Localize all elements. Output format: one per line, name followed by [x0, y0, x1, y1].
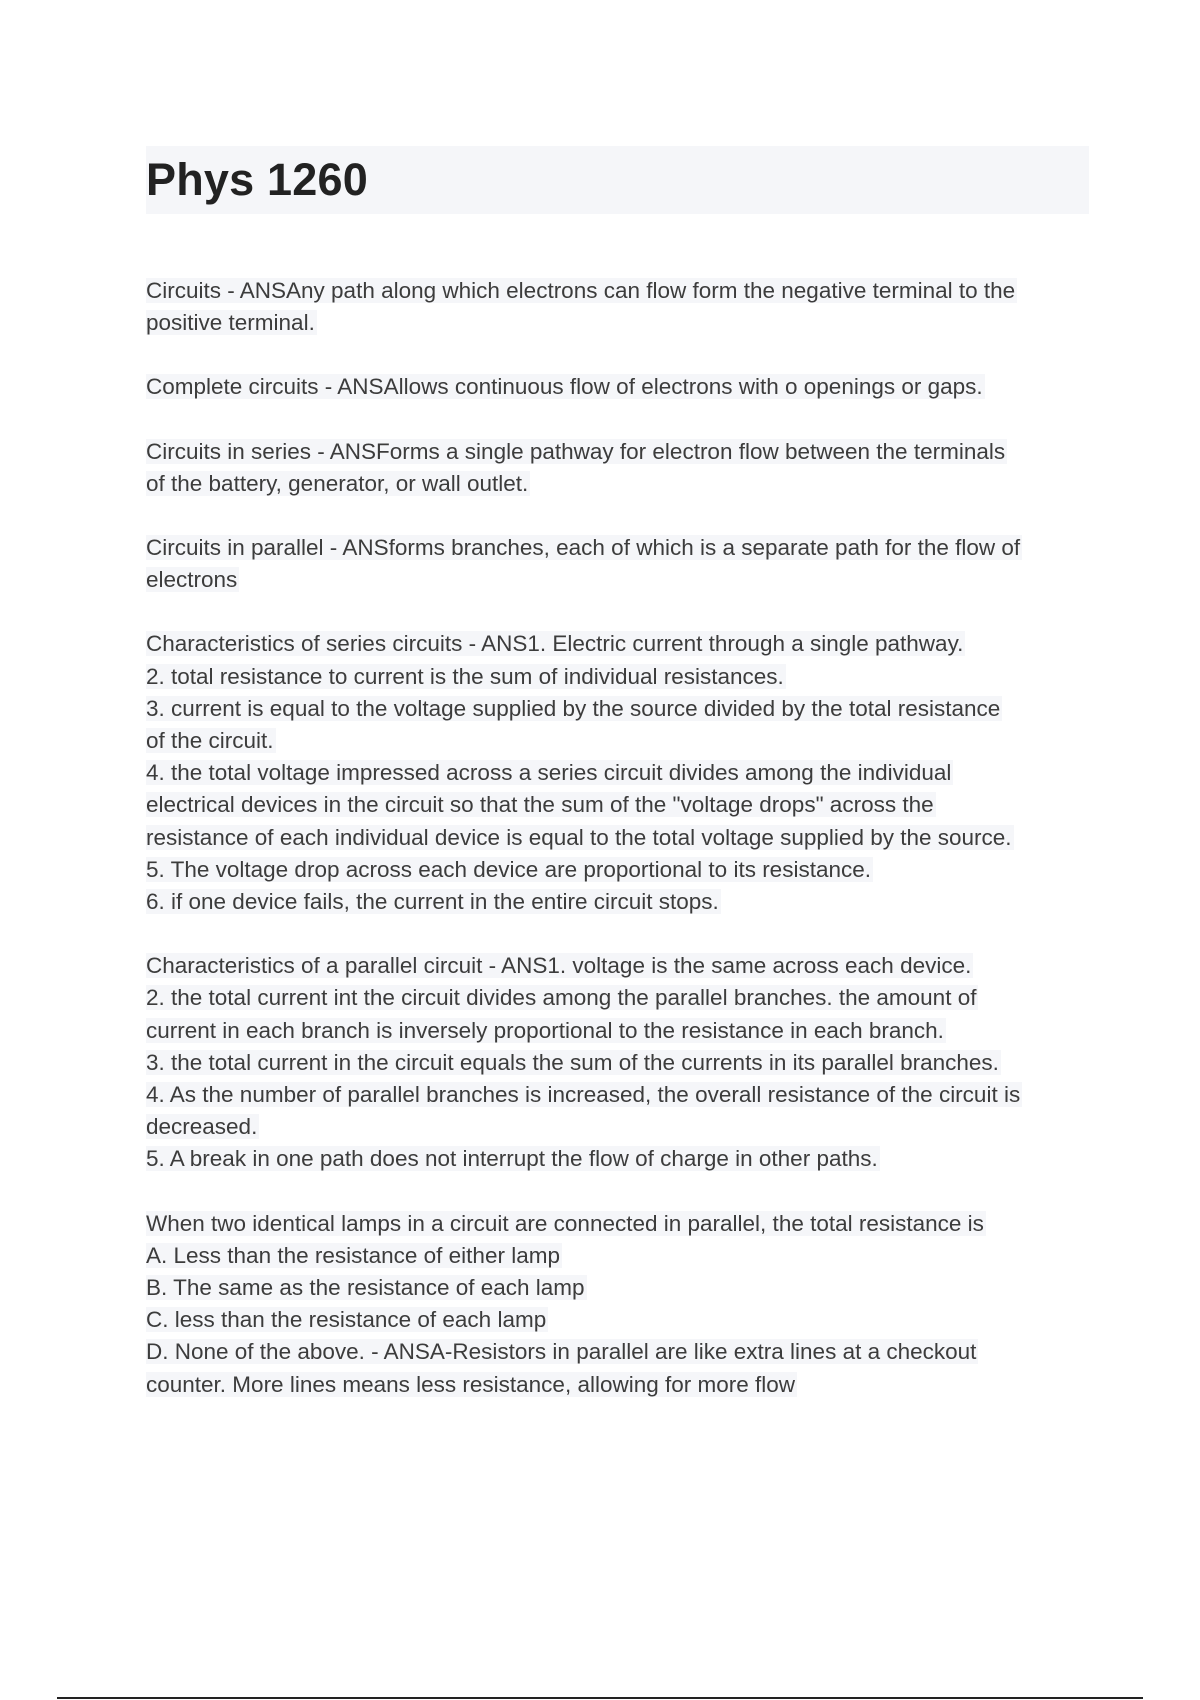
text-line	[146, 661, 1091, 693]
text-line	[146, 1208, 1091, 1240]
text-line-content: electrical devices in the circuit so that the sum of the "voltage drops" across the	[146, 792, 934, 818]
text-line	[146, 564, 1091, 596]
text-line	[146, 1111, 1091, 1143]
qa-entry	[146, 950, 1091, 1175]
text-line	[146, 1304, 1091, 1336]
text-line-content: Circuits - ANSAny path along which electrons can flow form the negative terminal to the	[146, 278, 1016, 303]
text-line-content: D. None of the above. - ANSA-Resistors in parallel are like extra lines at a checkout	[146, 1339, 977, 1365]
text-line-content: Circuits in parallel - ANSforms branches, each of which is a separate path for the flow of	[146, 535, 1021, 561]
text-line	[146, 982, 1091, 1014]
text-line	[146, 436, 1091, 468]
text-line-content: Characteristics of series circuits - ANS1. Electric current through a single pathway.	[146, 631, 964, 657]
text-line-content: positive terminal.	[146, 310, 315, 336]
text-line-content: 2. total resistance to current is the sum of individual resistances.	[146, 663, 784, 689]
text-line	[146, 1336, 1091, 1368]
text-line-content: of the battery, generator, or wall outlet.	[146, 470, 529, 496]
text-line	[146, 275, 1091, 307]
text-line	[146, 1369, 1091, 1401]
text-line	[146, 468, 1091, 500]
text-line	[146, 886, 1091, 918]
text-line	[146, 854, 1091, 886]
text-line-content: 6. if one device fails, the current in the entire circuit stops.	[146, 889, 719, 915]
text-line-content: Circuits in series - ANSForms a single pathway for electron flow between the terminals	[146, 438, 1006, 464]
text-line-content: A. Less than the resistance of either lamp	[146, 1242, 560, 1268]
text-line	[146, 1079, 1091, 1111]
text-line-content: resistance of each individual device is equal to the total voltage supplied by the source.	[146, 824, 1012, 850]
text-line-content: counter. More lines means less resistance, allowing for more flow	[146, 1371, 796, 1397]
qa-entry	[146, 275, 1091, 339]
text-line	[146, 1015, 1091, 1047]
text-line-content: 3. the total current in the circuit equals the sum of the currents in its parallel branches.	[146, 1049, 999, 1075]
text-line	[146, 1240, 1091, 1272]
footer-divider	[57, 1697, 1143, 1699]
text-line-content: B. The same as the resistance of each lamp	[146, 1275, 585, 1301]
qa-entry	[146, 532, 1091, 596]
text-line	[146, 693, 1091, 725]
text-line	[146, 371, 1091, 403]
text-line	[146, 532, 1091, 564]
text-line-content: decreased.	[146, 1114, 258, 1140]
text-line-content: current in each branch is inversely proportional to the resistance in each branch.	[146, 1017, 944, 1043]
text-line	[146, 757, 1091, 789]
text-line-content: 4. As the number of parallel branches is increased, the overall resistance of the circuit is	[146, 1082, 1021, 1108]
text-line	[146, 307, 1091, 339]
text-line	[146, 950, 1091, 982]
text-line	[146, 1047, 1091, 1079]
page-title: Phys 1260	[146, 154, 368, 205]
text-line-content: Characteristics of a parallel circuit - ANS1. voltage is the same across each device.	[146, 953, 972, 979]
text-line	[146, 1143, 1091, 1175]
text-line-content: 3. current is equal to the voltage supplied by the source divided by the total resistance	[146, 695, 1001, 721]
qa-entry	[146, 1208, 1091, 1401]
text-line	[146, 789, 1091, 821]
text-line	[146, 822, 1091, 854]
text-line-content: 5. A break in one path does not interrupt the flow of charge in other paths.	[146, 1146, 878, 1172]
text-line-content: C. less than the resistance of each lamp	[146, 1307, 547, 1333]
text-line-content: Complete circuits - ANSAllows continuous flow of electrons with o openings or gaps.	[146, 374, 983, 400]
text-line-content: of the circuit.	[146, 728, 274, 754]
text-line-content: 4. the total voltage impressed across a series circuit divides among the individual	[146, 760, 952, 786]
text-line-content: When two identical lamps in a circuit are connected in parallel, the total resistance is	[146, 1210, 984, 1236]
qa-entry	[146, 371, 1091, 403]
text-line	[146, 628, 1091, 660]
text-line	[146, 1272, 1091, 1304]
document-body	[146, 275, 1091, 1433]
text-line-content: 2. the total current int the circuit divides among the parallel branches. the amount of	[146, 985, 977, 1011]
text-line-content: electrons	[146, 567, 238, 593]
qa-entry	[146, 628, 1091, 918]
text-line-content: 5. The voltage drop across each device are proportional to its resistance.	[146, 856, 871, 882]
text-line	[146, 725, 1091, 757]
qa-entry	[146, 436, 1091, 500]
